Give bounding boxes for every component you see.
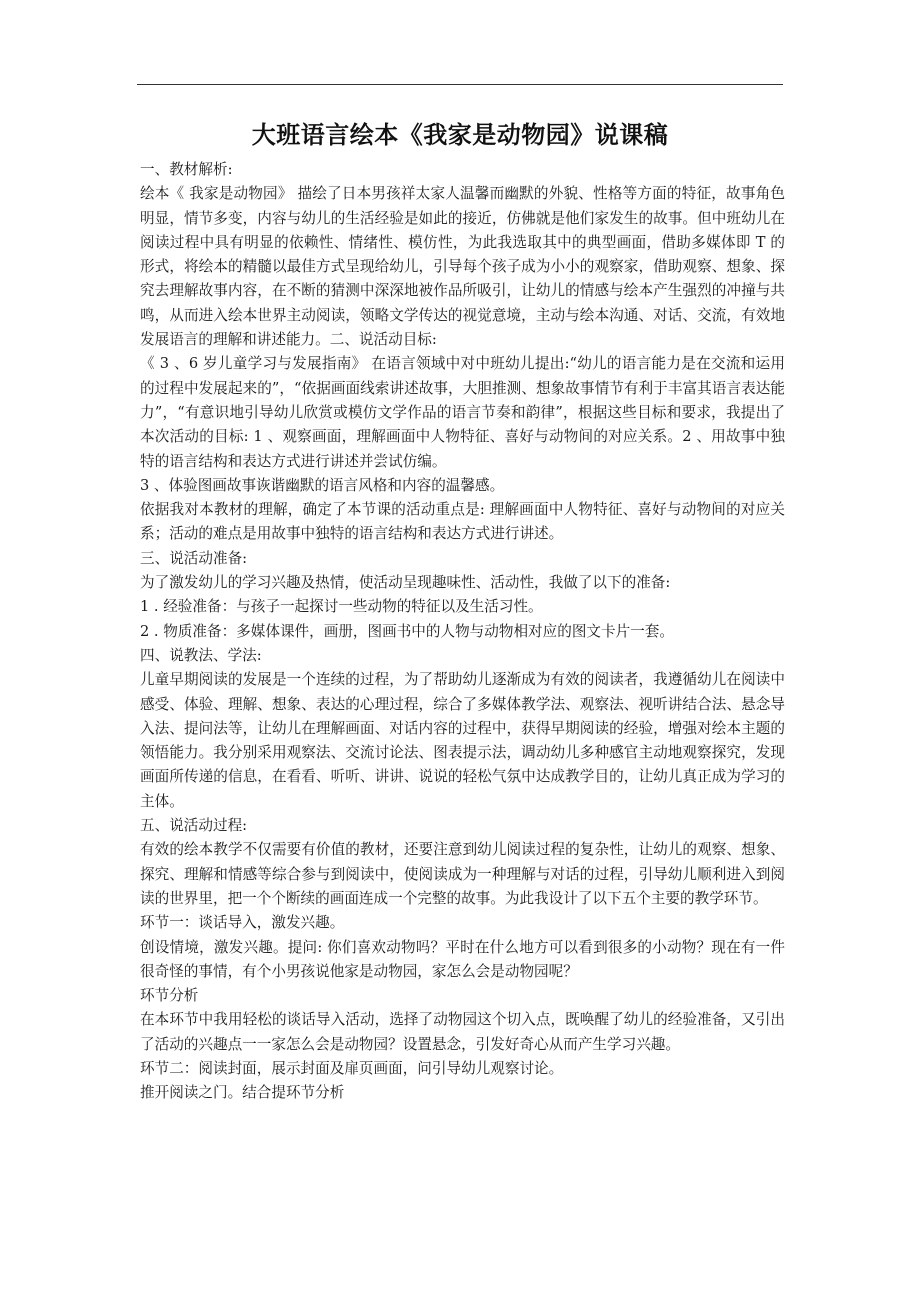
- paragraph-step-two: 推开阅读之门。结合提环节分析: [140, 1084, 345, 1102]
- document-title: 大班语言绘本《我家是动物园》说课稿: [251, 121, 669, 149]
- paragraph-step-one-analysis: 在本环节中我用轻松的谈话导入活动，选择了动物园这个切入点，既唤醒了幼儿的经验准备，又引出了活动的兴趣点一一家怎么会是动物园？设置悬念，引发好奇心从而产生学习兴趣。: [140, 1011, 785, 1053]
- section-heading-methods: 四、说教法、学法:: [140, 646, 262, 664]
- step-analysis-heading: 环节分析: [140, 987, 199, 1005]
- paragraph-goal-three: 3 、体验图画故事诙谐幽默的语言风格和内容的温馨感。: [140, 476, 505, 494]
- step-one-heading: 环节一：谈话导入，激发兴趣。: [140, 914, 345, 932]
- list-item-experience-prep: 1 . 经验准备：与孩子一起探讨一些动物的特征以及生活习性。: [140, 598, 543, 616]
- section-heading-preparation: 三、说活动准备:: [140, 549, 248, 567]
- paragraph-activity-goals: 《 3 、6 岁儿童学习与发展指南》 在语言领域中对中班幼儿提出:“幼儿的语言能力是在交流和运用的过程中发展起来的”，“依据画面线索讲述故事，大胆推测、想象故事情节有利于丰富其语言表达能力”，“有意识地引导幼儿欣赏或模仿文学作品的语言节奏和韵律”，根据这些目标和要求，我提出了本次活动的目标: 1 、观察画面，理解画面中人物特征、喜好与动物间的对应关系。2 、用故事中独特的语言结构和表达方式进行讲述并尝试仿编。: [140, 355, 785, 470]
- paragraph-process-intro: 有效的绘本教学不仅需要有价值的教材，还要注意到幼儿阅读过程的复杂性，让幼儿的观察、想象、探究、理解和情感等综合参与到阅读中，使阅读成为一种理解与对话的过程，引导幼儿顺利进入到阅读的世界里，把一个个断续的画面连成一个完整的故事。为此我设计了以下五个主要的教学环节。: [140, 841, 785, 907]
- list-item-material-prep: 2 . 物质准备：多媒体课件，画册，图画书中的人物与动物相对应的图文卡片一套。: [140, 622, 674, 640]
- document-body: [140, 158, 785, 1106]
- header-rule: [137, 84, 783, 85]
- step-two-heading: 环节二：阅读封面，展示封面及扉页画面，问引导幼儿观察讨论。: [140, 1059, 564, 1077]
- paragraph-step-one: 创设情境，激发兴趣。提问: 你们喜欢动物吗？平时在什么地方可以看到很多的小动物？现在有一件很奇怪的事情，有个小男孩说他家是动物园，家怎么会是动物园呢？: [140, 938, 785, 980]
- paragraph-preparation-intro: 为了激发幼儿的学习兴趣及热情，使活动呈现趣味性、活动性，我做了以下的准备:: [140, 574, 671, 592]
- paragraph-methods: 儿童早期阅读的发展是一个连续的过程，为了帮助幼儿逐渐成为有效的阅读者，我遵循幼儿在阅读中感受、体验、理解、想象、表达的心理过程，综合了多媒体教学法、观察法、视听讲结合法、悬念导入法、提问法等，让幼儿在理解画面、对话内容的过程中，获得早期阅读的经验，增强对绘本主题的领悟能力。我分别采用观察法、交流讨论法、图表提示法，调动幼儿多种感官主动地观察探究，发现画面所传递的信息，在看看、听听、讲讲、说说的轻松气氛中达成教学目的，让幼儿真正成为学习的主体。: [140, 671, 785, 810]
- paragraph-materials-analysis: 绘本《 我家是动物园》 描绘了日本男孩祥太家人温馨而幽默的外貌、性格等方面的特征，故事角色明显，情节多变，内容与幼儿的生活经验是如此的接近，仿佛就是他们家发生的故事。但中班幼儿在阅读过程中具有明显的依赖性、情绪性、模仿性，为此我选取其中的典型画面，借助多媒体即 T 的形式，将绘本的精髓以最佳方式呈现给幼儿，引导每个孩子成为小小的观察家，借助观察、想象、探究去理解故事内容，在不断的猜测中深深地被作品所吸引，让幼儿的情感与绘本产生强烈的冲撞与共鸣，从而进入绘本世界主动阅读，领略文学传达的视觉意境，主动与绘本沟通、对话、交流，有效地发展语言的理解和讲述能力。二、说活动目标:: [140, 185, 785, 349]
- section-heading-materials: 一、教材解析:: [140, 161, 233, 178]
- paragraph-key-points: 依据我对本教材的理解，确定了本节课的活动重点是: 理解画面中人物特征、喜好与动物间的对应关系；活动的难点是用故事中独特的语言结构和表达方式进行讲述。: [140, 501, 785, 543]
- section-heading-process: 五、说活动过程:: [140, 817, 248, 835]
